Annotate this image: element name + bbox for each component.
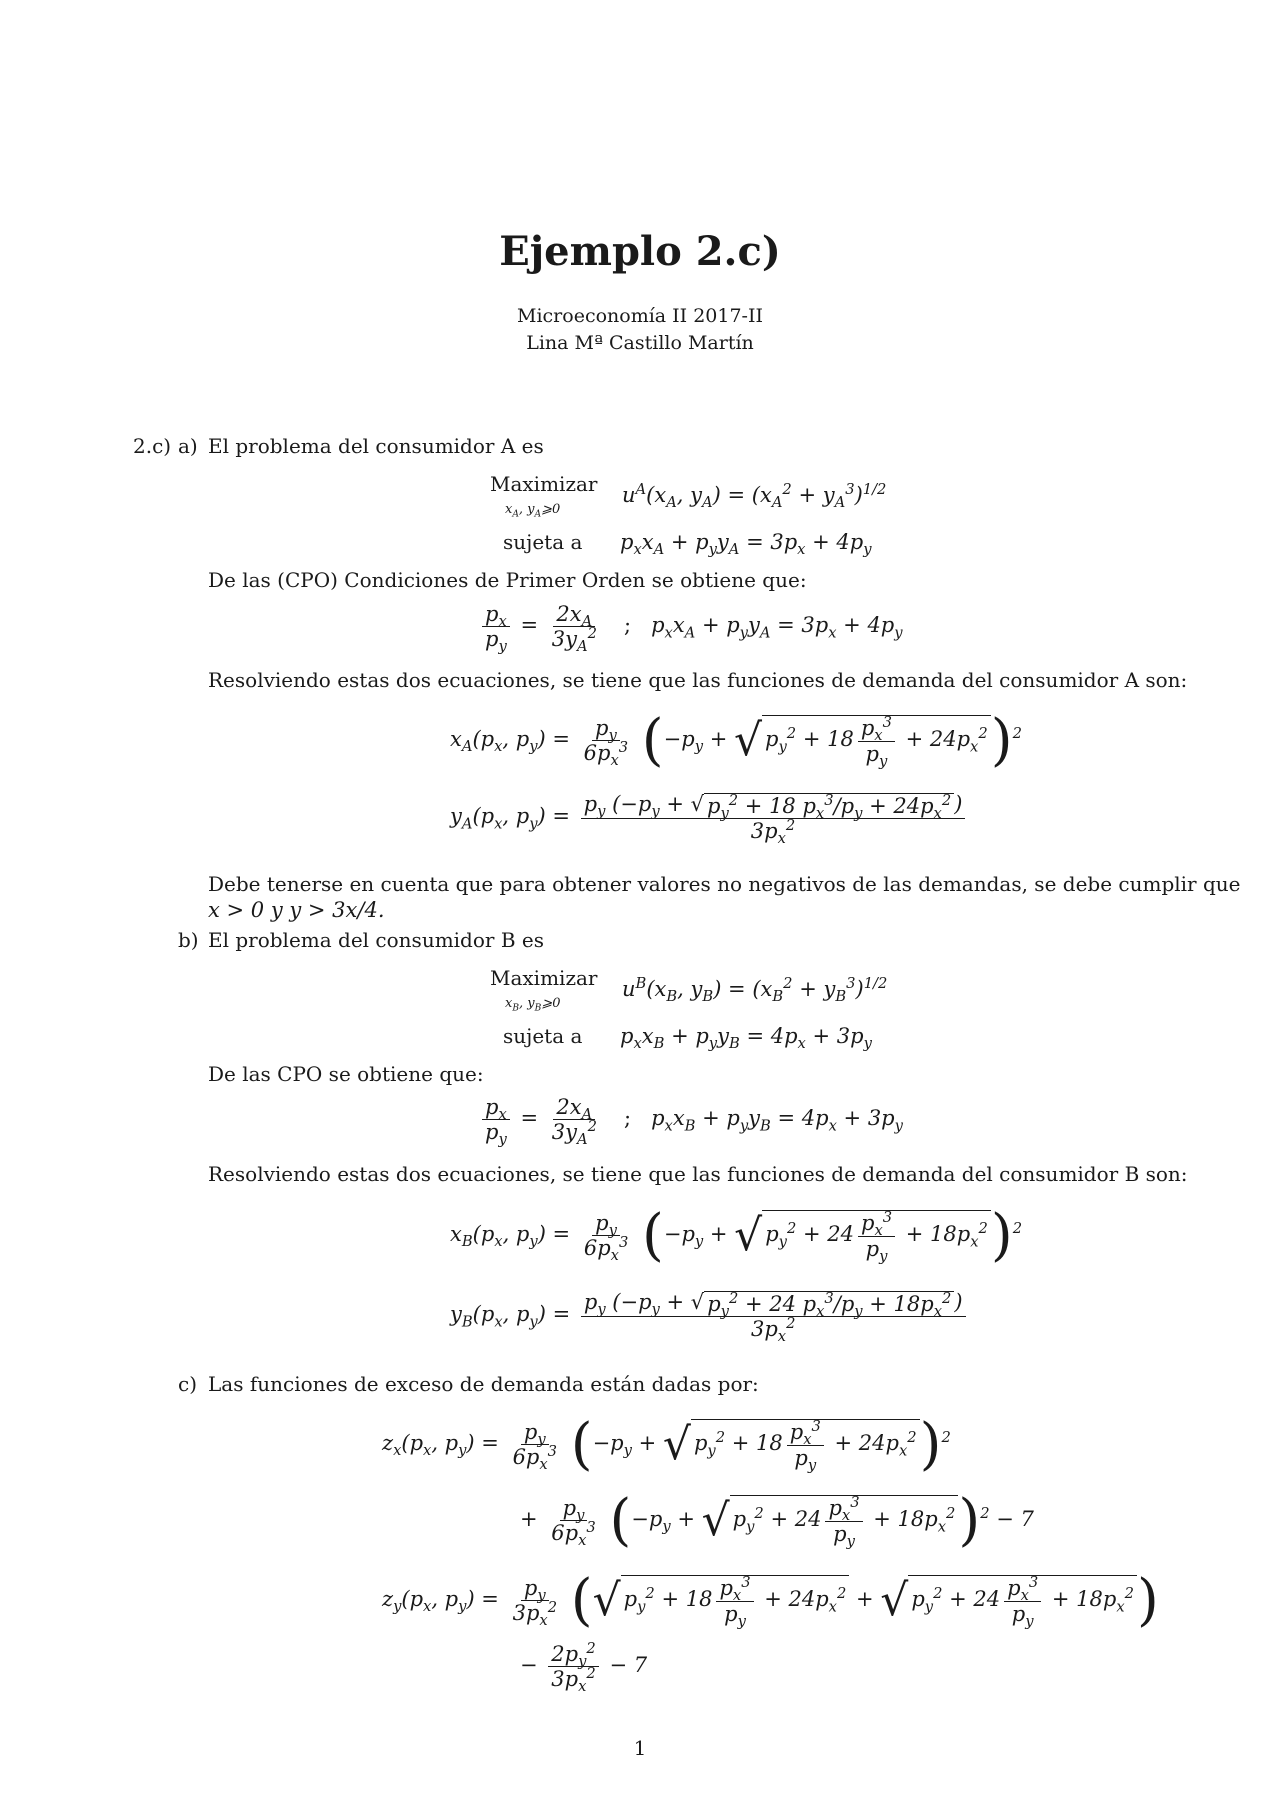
part-a-intro: El problema del consumidor A es (208, 434, 544, 458)
part-c-label: c) (178, 1372, 198, 1396)
excess-demand-x-line-2: + $\frac{p_y}{6p_x^3}$ ($-p_y$ + √ $p_y^2 + 24$ $\frac{p_x^3}{p_y}$ + $18p_x^2)^2 - 7$ (520, 1488, 1034, 1553)
part-b-intro: El problema del consumidor B es (208, 928, 544, 952)
part-b-subject-to: sujeta a (503, 1024, 583, 1048)
excess-demand-y-line-2: − $\frac{2p_y^2}{3p_x^2}$ − 7 (520, 1640, 648, 1696)
part-b-label: b) (178, 928, 199, 952)
part-a-demand-x: $x_A(p_x$, $p_y$) = $\frac{p_y}{6p_x^3}$ ($-p_y$ + √ $p_y^2 + 18$ $\frac{p_x^3}{p_y}$ + $24p_x^2)^2$ (450, 708, 1022, 773)
part-b-cpo-equation: $\frac{p_x}{p_y}$ = $\frac{2x_A}{3y_A^2}$ ; $p_xx_B + p_yy_B = 4p_x + 3p_y$ (478, 1095, 903, 1144)
part-a-note-line-1: Debe tenerse en cuenta que para obtener valores no negativos de las demandas, se debe cumplir que (208, 872, 1241, 896)
part-a-cpo-equation: $\frac{p_x}{p_y}$ = $\frac{2x_A}{3y_A^2}$ ; $p_xx_A + p_yy_A = 3p_x + 4p_y$ (478, 602, 903, 651)
author-name: Lina Mª Castillo Martín (526, 332, 754, 354)
course-name: Microeconomía II 2017-II (517, 305, 763, 327)
part-a-utility: $u^A(x_A$, $y_A) = (x_A^2 + y_A^3)^{1/2}$ (622, 481, 887, 512)
part-b-budget: $p_xx_B + p_yy_B = 4p_x + 3p_y$ (620, 1024, 872, 1053)
part-a-label: a) (178, 434, 198, 458)
page-number: 1 (633, 1736, 647, 1760)
section-label: 2.c) (133, 434, 172, 458)
part-a-max-subscript: $x_A$, $y_A⩾0$ (505, 502, 561, 520)
part-a-solving-text: Resolviendo estas dos ecuaciones, se tiene que las funciones de demanda del consumidor A son: (208, 668, 1188, 692)
part-a-budget: $p_xx_A + p_yy_A = 3p_x + 4p_y$ (620, 530, 872, 559)
part-b-cpo-text: De las CPO se obtiene que: (208, 1062, 484, 1086)
part-b-demand-y: $y_B(p_x$, $p_y$) = $\frac{p_y (-p_y + √ p_y^2 + 24 p_x^3/p_y + 18p_x^2 )}{3p_x^2}$ (450, 1290, 970, 1341)
part-b-utility: $u^B(x_B$, $y_B) = (x_B^2 + y_B^3)^{1/2}$ (622, 975, 888, 1006)
excess-demand-y-line-1: $z_y(p_x$, $p_y$) = $\frac{p_y}{3p_x^2}$ (√ $p_y^2 + 18$ $\frac{p_x^3}{p_y}$ + $24p_x^2$ + √ $p_y^2 + 24$ $\frac{p_x^3}{p_y}$ + $18p_x^2$) (382, 1568, 1159, 1633)
part-a-maximize: Maximizar (490, 472, 598, 496)
part-b-max-subscript: $x_B$, $y_B⩾0$ (505, 996, 561, 1014)
part-a-demand-y: $y_A(p_x$, $p_y$) = $\frac{p_y (-p_y + √ p_y^2 + 18 p_x^3/p_y + 24p_x^2 )}{3p_x^2}$ (450, 792, 969, 843)
page-title: Ejemplo 2.c) (499, 228, 781, 275)
excess-demand-x-line-1: $z_x(p_x$, $p_y$) = $\frac{p_y}{6p_x^3}$ ($-p_y$ + √ $p_y^2 + 18$ $\frac{p_x^3}{p_y}$ + $24p_x^2)^2$ (382, 1412, 951, 1477)
part-b-maximize: Maximizar (490, 966, 598, 990)
part-b-solving-text: Resolviendo estas dos ecuaciones, se tiene que las funciones de demanda del consumidor B son: (208, 1162, 1188, 1186)
part-a-cpo-text: De las (CPO) Condiciones de Primer Orden se obtiene que: (208, 568, 807, 592)
part-a-note-line-2: x > 0 y y > 3x/4. (208, 898, 385, 922)
part-b-demand-x: $x_B(p_x$, $p_y$) = $\frac{p_y}{6p_x^3}$ ($-p_y$ + √ $p_y^2 + 24$ $\frac{p_x^3}{p_y}$ + $18p_x^2)^2$ (450, 1203, 1023, 1268)
part-c-intro: Las funciones de exceso de demanda están dadas por: (208, 1372, 759, 1396)
part-a-subject-to: sujeta a (503, 530, 583, 554)
